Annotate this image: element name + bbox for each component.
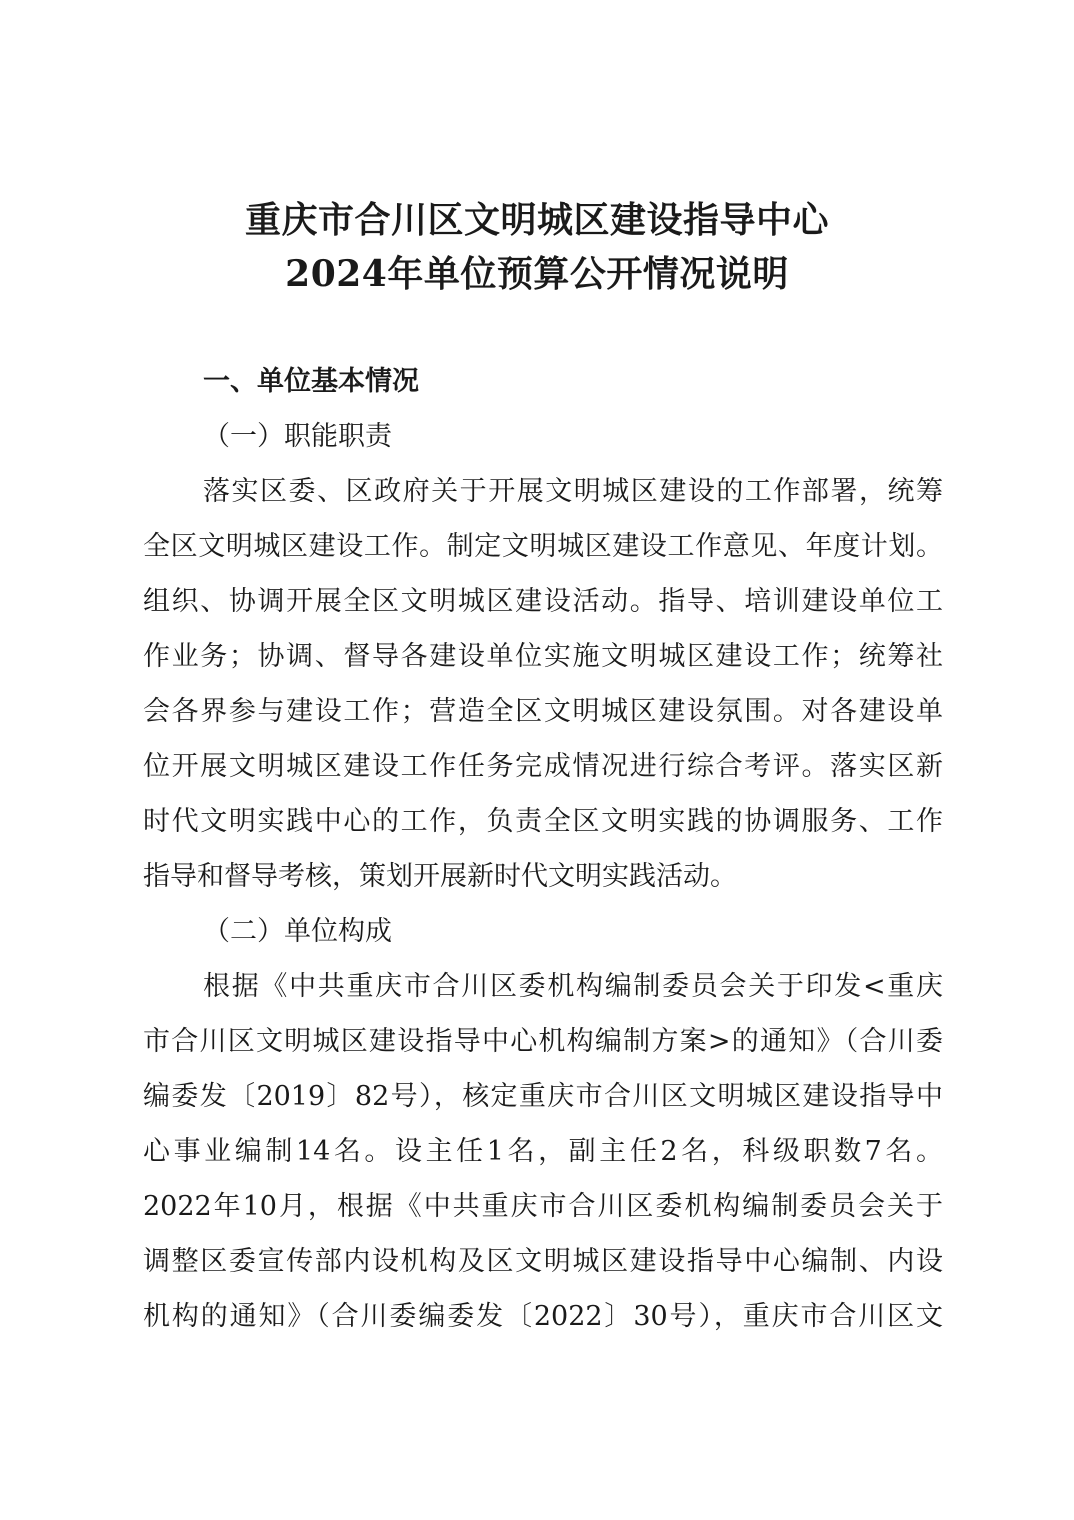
- paragraph-line: 心事业编制14名。设主任1名，副主任2名，科级职数7名。: [143, 1136, 943, 1167]
- subsection-heading-composition: （二）单位构成: [203, 916, 392, 947]
- paragraph-line: 指导和督导考核，策划开展新时代文明实践活动。: [143, 861, 737, 892]
- paragraph-line: 市合川区文明城区建设指导中心机构编制方案>的通知》（合川委: [143, 1026, 943, 1057]
- document-title-line-2: 2024年单位预算公开情况说明: [285, 253, 789, 295]
- paragraph-line: 全区文明城区建设工作。制定文明城区建设工作意见、年度计划。: [143, 531, 943, 562]
- paragraph-line: 2022年10月，根据《中共重庆市合川区委机构编制委员会关于: [143, 1191, 943, 1222]
- paragraph-line: 机构的通知》（合川委编委发〔2022〕30号），重庆市合川区文: [143, 1301, 943, 1332]
- paragraph-line: 根据《中共重庆市合川区委机构编制委员会关于印发<重庆: [203, 971, 943, 1002]
- paragraph-line: 时代文明实践中心的工作，负责全区文明实践的协调服务、工作: [143, 806, 943, 837]
- paragraph-line: 位开展文明城区建设工作任务完成情况进行综合考评。落实区新: [143, 751, 943, 782]
- paragraph-line: 落实区委、区政府关于开展文明城区建设的工作部署，统筹: [203, 476, 943, 507]
- document-title-line-1: 重庆市合川区文明城区建设指导中心: [244, 199, 829, 241]
- paragraph-line: 调整区委宣传部内设机构及区文明城区建设指导中心编制、内设: [143, 1246, 943, 1277]
- section-heading-basic-info: 一、单位基本情况: [203, 366, 419, 397]
- paragraph-line: 会各界参与建设工作；营造全区文明城区建设氛围。对各建设单: [143, 696, 943, 727]
- paragraph-line: 组织、协调开展全区文明城区建设活动。指导、培训建设单位工: [143, 586, 943, 617]
- subsection-heading-functions: （一）职能职责: [203, 421, 392, 452]
- paragraph-line: 作业务；协调、督导各建设单位实施文明城区建设工作；统筹社: [143, 641, 943, 672]
- paragraph-line: 编委发〔2019〕82号），核定重庆市合川区文明城区建设指导中: [143, 1081, 943, 1112]
